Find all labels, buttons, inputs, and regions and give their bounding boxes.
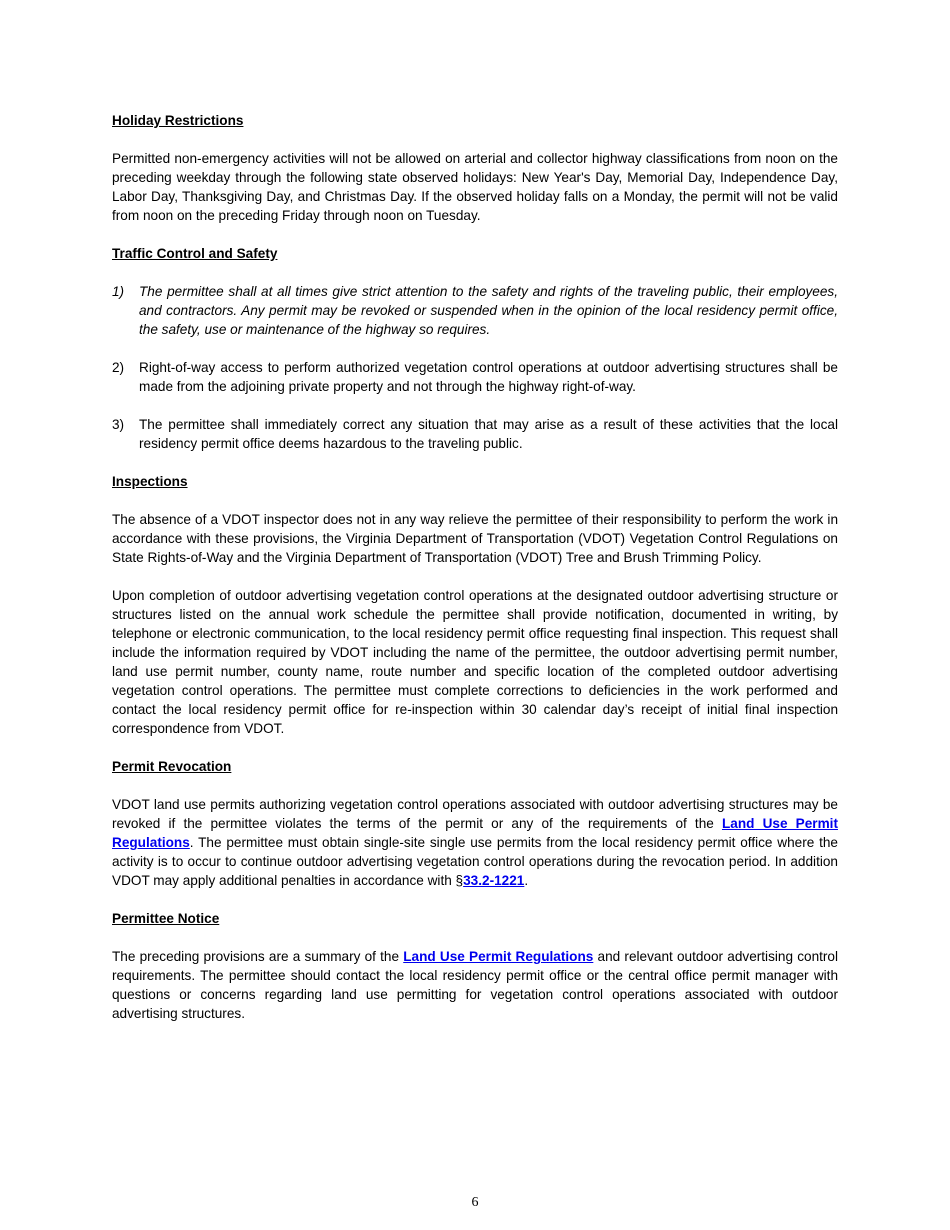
list-item — [112, 358, 838, 396]
list-item — [112, 415, 838, 453]
section-heading-permittee-notice: Permittee Notice — [112, 911, 220, 926]
holiday-paragraph: Permitted non-emergency activities will not be allowed on arterial and collector highway classifications from noon on the preceding weekday through the following state observed holidays: New Year's Day, Memorial Day, Independence Day, Labor Day, Thanksgiving Day, and Christmas Day. If the observed holiday falls on a Monday, the permit will not be valid from noon on the preceding Friday through noon on Tuesday. — [112, 151, 838, 223]
inspections-paragraph-2: Upon completion of outdoor advertising vegetation control operations at the designated outdoor advertising structure or structures listed on the annual work schedule the permittee shall provide notification, documented in writing, by telephone or electronic communication, to the local residency permit office requesting final inspection. This request shall include the information required by VDOT including the name of the permittee, the outdoor advertising permit number, land use permit number, county name, route number and specific location of the completed outdoor advertising vegetation control operations. The permittee must complete corrections to deficiencies in the work performed and contact the local residency permit office for re-inspection within 30 calendar day’s receipt of initial final inspection correspondence from VDOT. — [112, 588, 838, 736]
page-number: 6 — [471, 1195, 479, 1210]
revocation-text-b: . The permittee must obtain single-site single use permits from the local residency permit office where the activity is to occur to continue outdoor advertising vegetation control operations during the revocation period. In addition VDOT may apply additional penalties in accordance with § — [112, 835, 838, 888]
notice-paragraph — [112, 947, 838, 1023]
land-use-permit-regulations-link[interactable]: Land Use Permit Regulations — [403, 949, 594, 964]
page-content — [112, 111, 838, 1042]
list-item — [112, 282, 838, 339]
section-heading-inspections: Inspections — [112, 474, 188, 489]
list-item-text: The permittee shall immediately correct any situation that may arise as a result of these activities that the local residency permit office deems hazardous to the traveling public. — [139, 417, 838, 451]
list-item-number: 1) — [112, 284, 125, 299]
code-section-link[interactable]: 33.2-1221 — [463, 873, 525, 888]
notice-text-a: The preceding provisions are a summary of the — [112, 949, 404, 964]
list-item-text: Right-of-way access to perform authorized vegetation control operations at outdoor advertising structures shall be made from the adjoining private property and not through the highway right-of-way. — [139, 360, 838, 394]
list-item-number: 3) — [112, 417, 125, 432]
section-heading-permit-revocation: Permit Revocation — [112, 759, 232, 774]
list-item-text: The permittee shall at all times give strict attention to the safety and rights of the traveling public, their employees, and contractors. Any permit may be revoked or suspended when in the opinion of the local residency permit office, the safety, use or maintenance of the highway so requires. — [139, 284, 838, 337]
traffic-list — [112, 282, 838, 453]
notice-text-b: and relevant outdoor advertising control requirements. The permittee should contact the local residency permit office or the central office permit manager with questions or concerns regarding land use permitting for vegetation control operations associated with outdoor advertising structures. — [112, 949, 839, 1021]
section-heading-traffic-control: Traffic Control and Safety — [112, 246, 278, 261]
revocation-text-c: . — [524, 873, 529, 888]
land-use-permit-regulations-link[interactable]: Land Use Permit Regulations — [112, 816, 838, 850]
inspections-paragraph-1: The absence of a VDOT inspector does not in any way relieve the permittee of their responsibility to perform the work in accordance with these provisions, the Virginia Department of Transportation (VDOT) Vegetation Control Regulations on State Rights-of-Way and the Virginia Department of Transportation (VDOT) Tree and Brush Trimming Policy. — [112, 512, 838, 565]
section-heading-holiday-restrictions: Holiday Restrictions — [112, 113, 244, 128]
revocation-paragraph — [112, 795, 838, 890]
revocation-text-a: VDOT land use permits authorizing vegetation control operations associated with outdoor advertising structures may be revoked if the permittee violates the terms of the permit or any of the requirements of the — [112, 797, 838, 831]
list-item-number: 2) — [112, 360, 125, 375]
